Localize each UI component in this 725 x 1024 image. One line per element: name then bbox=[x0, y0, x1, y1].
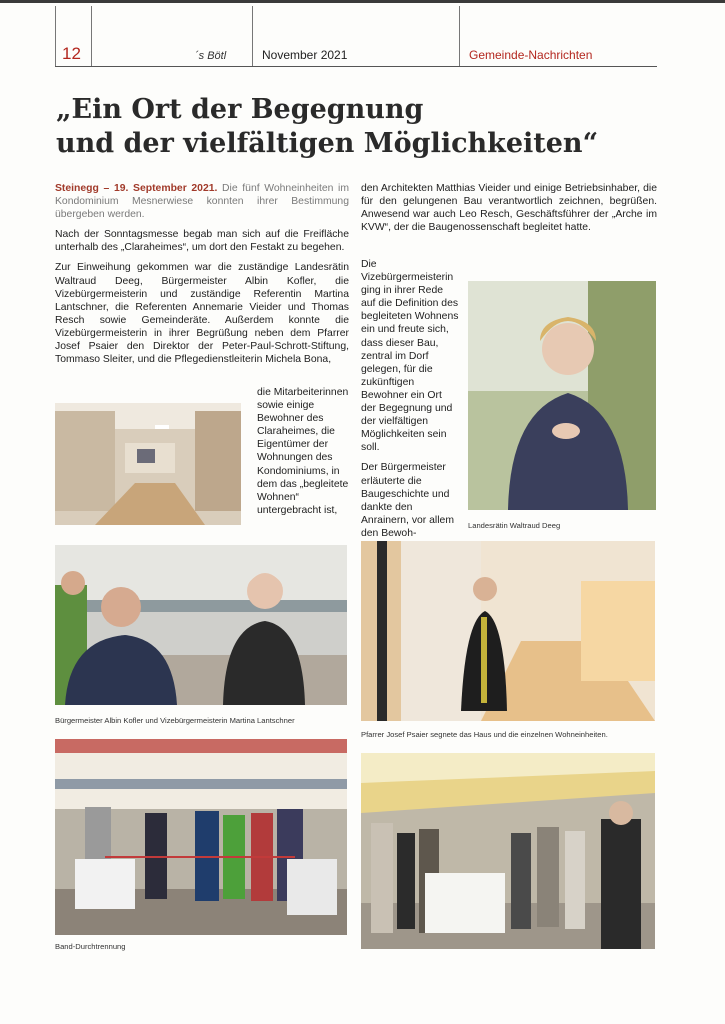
mayor-photo bbox=[55, 545, 347, 705]
portrait-photo bbox=[468, 281, 656, 510]
crowd-photo bbox=[361, 753, 655, 949]
paragraph: Der Bürgermeister erläuterte die Baugeschichte und dankte den Anrainern, vor allem den Bewoh- bbox=[361, 462, 454, 539]
article-column-1 bbox=[55, 182, 349, 373]
lead-paragraph bbox=[55, 182, 349, 221]
paragraph: die Mitarbeiterinnen sowie einige Bewohner des Claraheimes, die Eigentümer der Wohnungen des Kondominiums, in dem das „begleitete Wohnen“ untergebracht ist, bbox=[257, 387, 349, 516]
article-column-2 bbox=[361, 182, 657, 241]
paragraph: Nach der Sonntagsmesse begab man sich auf die Freifläche unterhalb des „Claraheimes“, um dort den Festakt zu begehen. bbox=[55, 229, 349, 254]
scan-top-edge bbox=[0, 0, 725, 3]
caption-psaier: Pfarrer Josef Psaier segnete das Haus und die einzelnen Wohneinheiten. bbox=[361, 730, 608, 739]
caption-kofler: Bürgermeister Albin Kofler und Vizebürgermeisterin Martina Lantschner bbox=[55, 716, 295, 725]
section-title: Gemeinde-Nachrichten bbox=[469, 48, 593, 62]
lead-text: Die fünf Wohneinheiten im Kondominium Mesnerwiese konnten ihrer Bestimmung übergeben werden. bbox=[55, 183, 349, 221]
blessing-photo bbox=[361, 541, 655, 721]
header-divider bbox=[459, 6, 460, 66]
page-number: 12 bbox=[62, 44, 81, 63]
article-column-1-continued bbox=[257, 386, 349, 524]
paragraph: den Architekten Matthias Vieider und einige Betriebsinhaber, die für den gelungenen Bau verantwortlich zeichnen, begrüßen. Anwesend war auch Leo Resch, Geschäftsführer der „Arche im KVW“, der die Baugenossenschaft begleitet hatte. bbox=[361, 183, 657, 234]
paragraph: Zur Einweihung gekommen war die zuständige Landesrätin Waltraud Deeg, Bürgermeister Albin Kofler, die Vizebürgermeisterin und zuständige Referentin Martina Lantschner, die Referenten Annemarie Vieider und Thomas Resch sowie Gemeinderäte. Außerdem konnte die Vizebürgermeisterin in ihrer Begrüßung neben dem Pfarrer Josef Psaier den Direktor der Peter-Paul-Schrott-Stiftung, Tommaso Sleiter, und die Pflegedienstleiterin Michela Bona, bbox=[55, 262, 349, 366]
ribbon-photo bbox=[55, 739, 347, 935]
caption-deeg: Landesrätin Waltraud Deeg bbox=[468, 521, 561, 530]
issue-month: November 2021 bbox=[262, 48, 348, 62]
caption-band: Band-Durchtrennung bbox=[55, 942, 126, 951]
dateline: Steinegg – 19. September 2021. bbox=[55, 183, 218, 194]
paragraph: Die Vizebürgermeisterin ging in ihrer Rede auf die Definition des begleiteten Wohnens ein und freute sich, dass dieser Bau, zentral im Dorf gelegen, für die zukünftigen Bewohner ein Ort der Begegnung und der vielfältigen Möglichkeiten sein soll. bbox=[361, 259, 459, 454]
header-divider bbox=[252, 6, 253, 66]
article-title bbox=[56, 93, 666, 161]
publication-name: ´s Bötl bbox=[195, 50, 227, 62]
kitchen-photo bbox=[55, 403, 241, 525]
header-rule bbox=[55, 66, 657, 67]
title-line-1: „Ein Ort der Begegnung bbox=[56, 94, 424, 125]
header-divider bbox=[55, 6, 56, 66]
article-column-2-narrow bbox=[361, 258, 459, 547]
header-divider bbox=[91, 6, 92, 66]
title-line-2: und der vielfältigen Möglichkeiten“ bbox=[56, 128, 599, 159]
